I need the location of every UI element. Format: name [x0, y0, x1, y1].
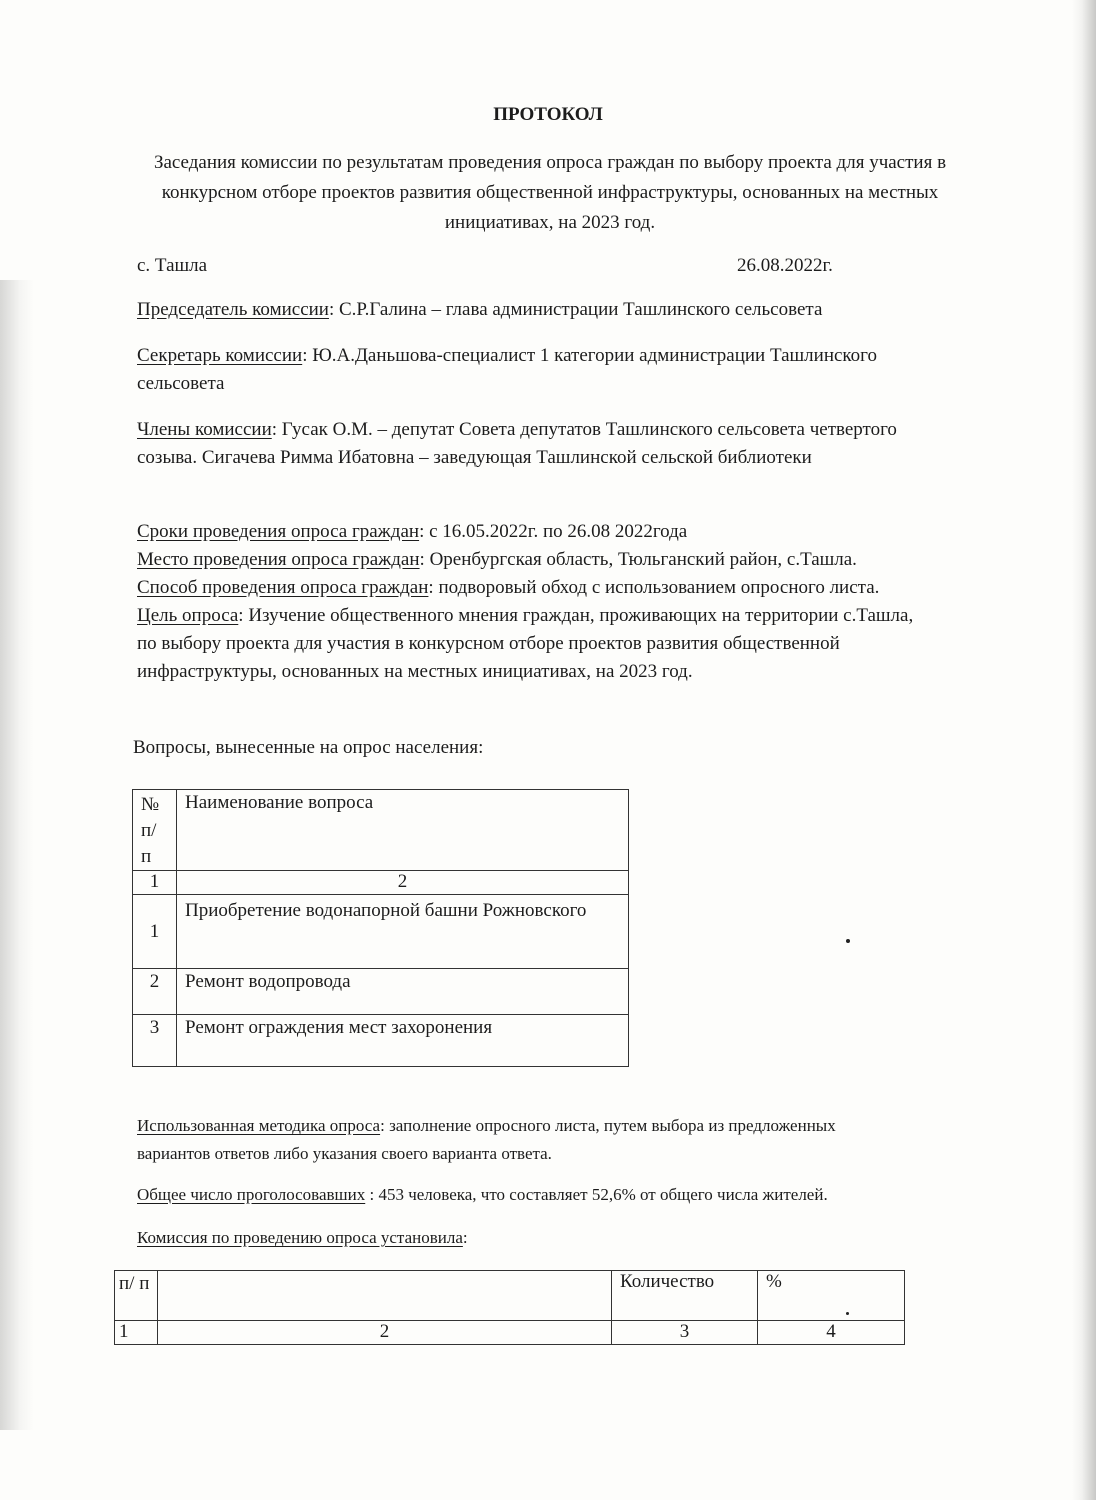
index-cell: 2: [177, 871, 629, 895]
survey-place-line: [137, 546, 957, 574]
document-subtitle: Заседания комиссии по результатам проведения опроса граждан по выбору проекта для участия в конкурсном отборе проектов развития общественной инфраструктуры, основанных на местных инициативах, на 2023 год.: [153, 152, 947, 233]
survey-period-line: [137, 518, 957, 546]
methodology-text: : заполнение опросного листа, путем выбора из предложенных вариантов ответов либо указания своего варианта ответа.: [137, 1116, 836, 1163]
scan-speck: [846, 939, 850, 943]
survey-method-text: : подворовый обход с использованием опросного листа.: [428, 577, 880, 598]
survey-goal-label: Цель опроса: [137, 605, 239, 626]
results-index-row: [115, 1321, 905, 1345]
row-num: 2: [133, 969, 177, 1015]
survey-goal-line: [137, 602, 937, 686]
results-table: [114, 1270, 905, 1345]
row-name: Приобретение водонапорной башни Рожновского: [177, 895, 629, 969]
survey-block: [137, 518, 957, 686]
row-name: Ремонт ограждения мест захоронения: [177, 1015, 629, 1067]
questions-table-header: [133, 790, 629, 871]
survey-method-line: [137, 574, 927, 602]
questions-heading: Вопросы, вынесенные на опрос населения:: [133, 737, 484, 758]
scan-shadow-left: [0, 280, 34, 1430]
members-label: Члены комиссии: [137, 419, 272, 440]
results-header-num: п/ п: [115, 1271, 158, 1321]
index-cell: 1: [133, 871, 177, 895]
chairman-text: : С.Р.Галина – глава администрации Ташлинского сельсовета: [328, 299, 823, 320]
survey-method-label: Способ проведения опроса граждан: [137, 577, 429, 598]
secretary-text: : Ю.А.Даньшова-специалист 1 категории администрации Ташлинского сельсовета: [137, 345, 878, 394]
index-cell: 1: [115, 1321, 158, 1345]
chairman-label: Председатель комиссии: [137, 299, 329, 320]
place: с. Ташла: [137, 255, 208, 276]
scan-shadow-right: [1072, 0, 1096, 1500]
results-header-count: Количество: [612, 1271, 758, 1321]
secretary-label: Секретарь комиссии: [137, 345, 303, 366]
table-row: [133, 1015, 629, 1067]
table-row: [133, 895, 629, 969]
index-cell: 2: [158, 1321, 612, 1345]
results-header-name: [158, 1271, 612, 1321]
header-num: № п/ п: [133, 790, 177, 871]
index-cell: 3: [612, 1321, 758, 1345]
row-name: Ремонт водопровода: [177, 969, 629, 1015]
members-text: : Гусак О.М. – депутат Совета депутатов Ташлинского сельсовета четвертого созыва. Сигачева Римма Ибатовна – заведующая Ташлинской сельской библиотеки: [137, 419, 897, 468]
survey-place-text: : Оренбургская область, Тюльганский район, с.Ташла.: [419, 549, 857, 570]
questions-index-row: [133, 871, 629, 895]
results-header-percent: [758, 1271, 905, 1321]
table-row: [133, 969, 629, 1015]
questions-table: [132, 789, 629, 1067]
commission-heading: Комиссия по проведению опроса установила: [137, 1228, 463, 1247]
voters-label: Общее число проголосовавших: [137, 1185, 366, 1204]
document-title: ПРОТОКОЛ: [493, 104, 603, 125]
survey-period-label: Сроки проведения опроса граждан: [137, 521, 420, 542]
row-num: 1: [133, 895, 177, 969]
chairman-line: [137, 296, 967, 324]
row-num: 3: [133, 1015, 177, 1067]
methodology-line: [137, 1112, 877, 1168]
scan-speck: [846, 1312, 849, 1315]
header-name: Наименование вопроса: [177, 790, 629, 871]
survey-period-text: : с 16.05.2022г. по 26.08 2022года: [419, 521, 688, 542]
date: 26.08.2022г.: [737, 255, 833, 276]
members-line: [137, 416, 907, 472]
voters-text: : 453 человека, что составляет 52,6% от общего числа жителей.: [365, 1185, 828, 1204]
methodology-label: Использованная методика опроса: [137, 1116, 381, 1135]
survey-place-label: Место проведения опроса граждан: [137, 549, 420, 570]
secretary-line: [137, 342, 877, 398]
commission-heading-colon: :: [462, 1228, 468, 1247]
results-table-header: [115, 1271, 905, 1321]
results-header-percent-label: %: [766, 1271, 782, 1292]
voters-line: [137, 1181, 828, 1209]
survey-goal-text: : Изучение общественного мнения граждан, проживающих на территории с.Ташла, по выбору проекта для участия в конкурсном отборе проектов развития общественной инфраструктуры, основанных на местных инициативах, на 2023 год.: [137, 605, 914, 682]
index-cell: 4: [758, 1321, 905, 1345]
commission-heading-line: [137, 1224, 468, 1252]
